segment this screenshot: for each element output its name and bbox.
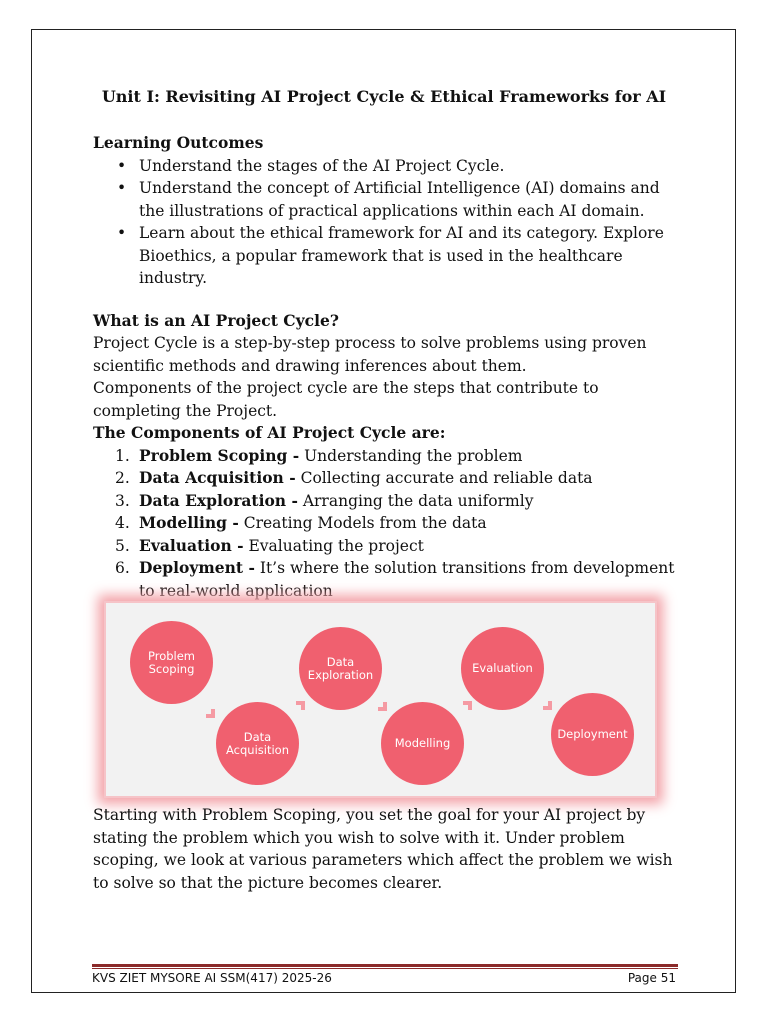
node-deployment: Deployment — [551, 693, 634, 776]
arrow-down-right-icon — [538, 696, 554, 712]
arrow-up-right-icon — [291, 699, 307, 715]
list-item: 4. Modelling - Creating Models from the data — [115, 513, 487, 532]
arrow-down-right-icon — [373, 697, 389, 713]
node-evaluation: Evaluation — [461, 627, 544, 710]
page-title: Unit I: Revisiting AI Project Cycle & Ethical Frameworks for AI — [101, 87, 667, 106]
learning-outcomes-list — [93, 155, 683, 290]
footer-left-text: KVS ZIET MYSORE AI SSM(417) 2025-26 — [92, 971, 332, 985]
arrow-down-right-icon — [201, 704, 217, 720]
cycle-definition-paragraph: Project Cycle is a step-by-step process to solve problems using proven scientific methods and drawing inferences about them. — [93, 334, 647, 375]
list-item: 2. Data Acquisition - Collecting accurate and reliable data — [115, 468, 593, 487]
ai-project-cycle-heading: What is an AI Project Cycle? — [93, 310, 339, 330]
page-number: Page 51 — [627, 971, 676, 985]
components-list — [93, 445, 683, 603]
components-heading: The Components of AI Project Cycle are: — [93, 423, 446, 442]
list-item: • Understand the concept of Artificial Intelligence (AI) domains and the illustrations of practical applications within each AI domain. — [139, 177, 683, 222]
components-paragraph: Components of the project cycle are the steps that contribute to completing the Project. — [93, 379, 599, 420]
footer-rule-thin — [92, 968, 678, 969]
node-data-exploration: Data Exploration — [299, 627, 382, 710]
node-data-acquisition: Data Acquisition — [216, 702, 299, 785]
node-modelling: Modelling — [381, 702, 464, 785]
list-item: 1. Problem Scoping - Understanding the problem — [115, 445, 523, 465]
node-problem-scoping: Problem Scoping — [130, 621, 213, 704]
list-item: 6. Deployment - It’s where the solution transitions from development to real-world application — [115, 558, 675, 600]
list-item: 3. Data Exploration - Arranging the data uniformly — [115, 490, 534, 510]
list-item: • Learn about the ethical framework for AI and its category. Explore Bioethics, a popular framework that is used in the healthcare industry. — [139, 222, 683, 290]
problem-scoping-paragraph: Starting with Problem Scoping, you set the goal for your AI project by stating the problem which you wish to solve with it. Under problem scoping, we look at various parameters which affect the problem we wish to solve so that the picture becomes clearer. — [93, 806, 673, 892]
ai-project-cycle-diagram — [104, 601, 657, 798]
list-item: 5. Evaluation - Evaluating the project — [115, 535, 424, 555]
arrow-up-right-icon — [458, 699, 474, 715]
learning-outcomes-heading: Learning Outcomes — [93, 133, 264, 152]
list-item: • Understand the stages of the AI Project Cycle. — [139, 155, 683, 178]
main-content — [93, 132, 683, 602]
footer-rule — [92, 964, 678, 967]
